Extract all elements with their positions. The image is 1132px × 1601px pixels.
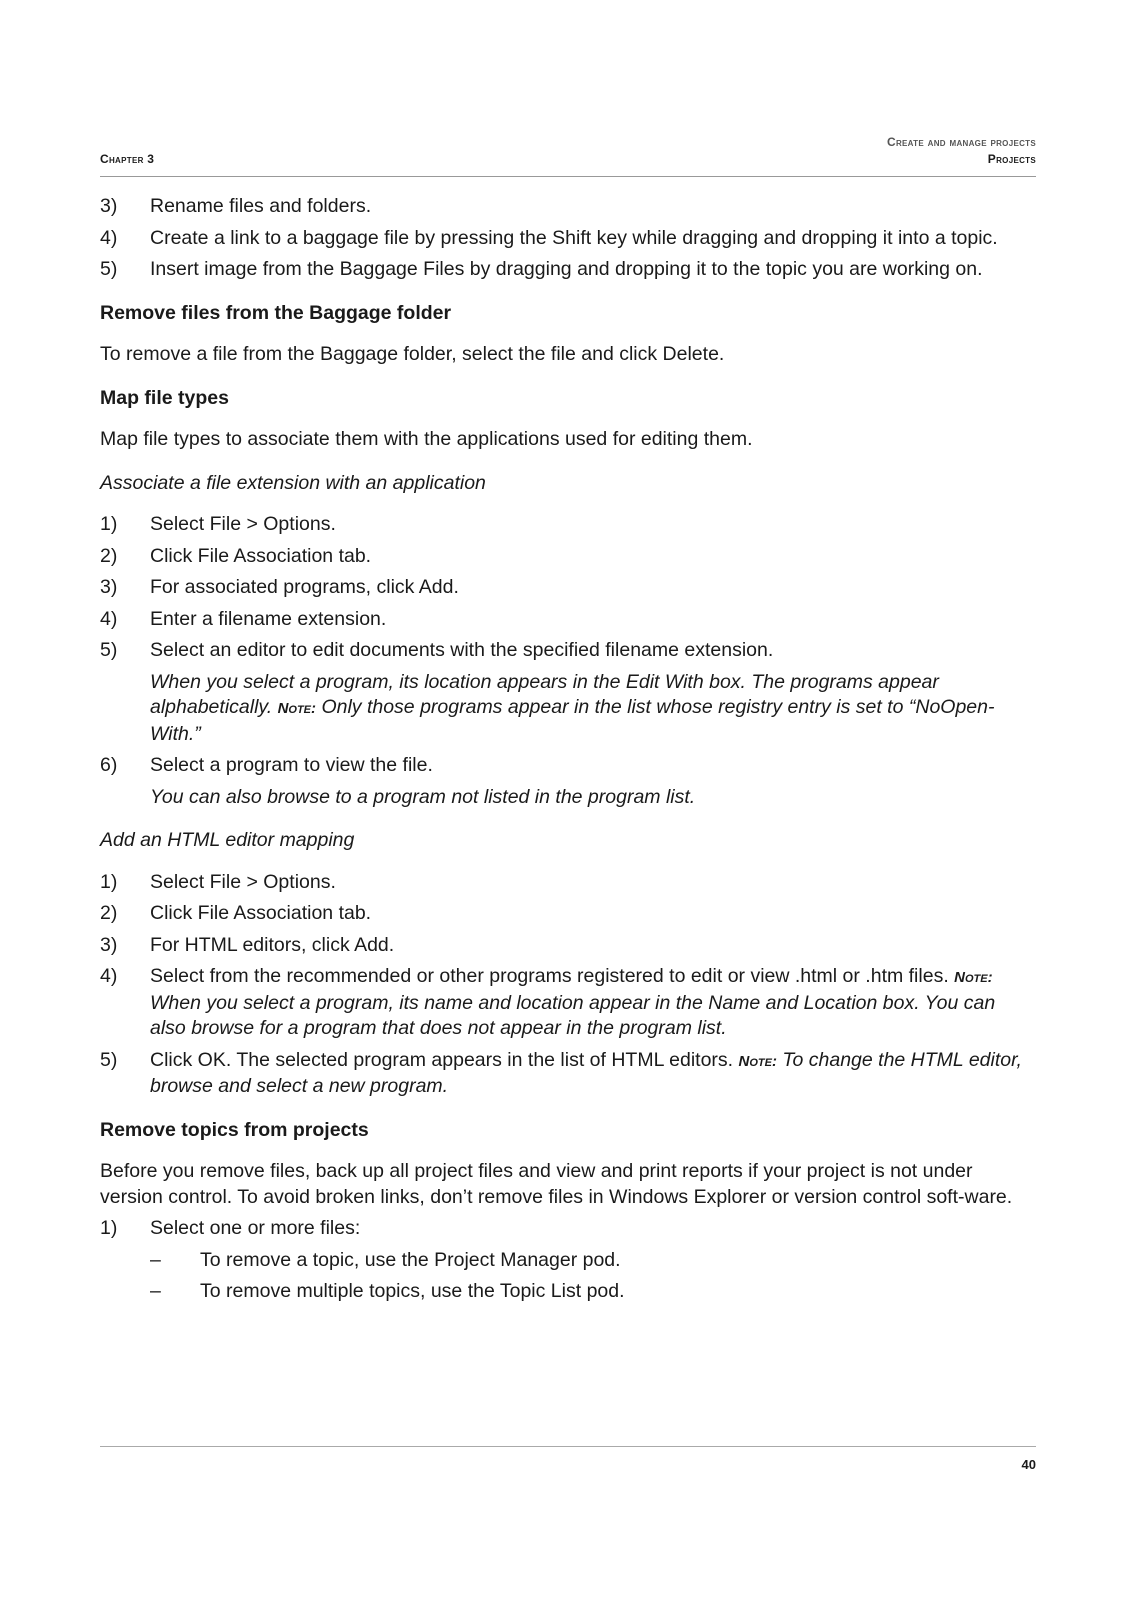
step-note: When you select a program, its location appears in the Edit With box. The programs appear alphabetically. Note: Only those programs appear in the list whose registry entry is set to “NoOpen-With.” <box>150 670 995 745</box>
step-item: 1) Select File > Options. <box>100 513 336 535</box>
footer-rule <box>100 1446 1036 1447</box>
paragraph: Before you remove files, back up all project files and view and print reports if your project is not under version control. To avoid broken links, don’t remove files in Windows Explorer or version control soft-ware. <box>100 1160 1013 1208</box>
header-rule <box>100 176 1036 177</box>
step-item: 2) Click File Association tab. <box>100 544 372 567</box>
chapter-label: Chapter 3 <box>100 152 155 166</box>
step-item: 5) Select an editor to edit documents with the specified filename extension. When you select a program, its location appears in the Edit With box. The programs appear alphabetically. Note: Only those programs appear in the list whose registry entry is set to “NoOpen-With.” <box>100 638 1036 747</box>
page-body <box>100 194 1036 1311</box>
note-label: Note: <box>277 700 317 717</box>
procedure-heading: Add an HTML editor mapping <box>100 829 355 851</box>
step-item: 6) Select a program to view the file. You can also browse to a program not listed in the program list. <box>100 753 1036 810</box>
step-item: 4) Select from the recommended or other programs registered to edit or view .html or .htm files. Note: When you select a program, its name and location appear in the Name and Location box. You can also browse for a program that does not appear in the program list. <box>100 965 996 1039</box>
step-item: 3) For HTML editors, click Add. <box>100 933 395 956</box>
step-item: 5) Click OK. The selected program appears in the list of HTML editors. Note: To change the HTML editor, browse and select a new program. <box>100 1048 1022 1097</box>
bullet-item: – To remove multiple topics, use the Topic List pod. <box>150 1280 625 1302</box>
section-heading: Map file types <box>100 386 229 409</box>
list-item: 4) Create a link to a baggage file by pressing the Shift key while dragging and dropping it into a topic. <box>100 226 998 249</box>
running-title <box>887 134 1036 168</box>
step-item: 2) Click File Association tab. <box>100 902 372 924</box>
note-label: Note: <box>738 1052 777 1070</box>
step-note: You can also browse to a program not listed in the program list. <box>150 785 696 808</box>
list-item: 3) Rename files and folders. <box>100 195 372 217</box>
step-item: 1) Select File > Options. <box>100 870 336 893</box>
section-heading: Remove files from the Baggage folder <box>100 301 452 324</box>
bullet-item: – To remove a topic, use the Project Manager pod. <box>150 1248 621 1271</box>
section-heading: Remove topics from projects <box>100 1118 369 1141</box>
list-item: 5) Insert image from the Baggage Files by dragging and dropping it to the topic you are working on. <box>100 258 983 280</box>
procedure-heading: Associate a file extension with an application <box>100 471 486 494</box>
step-item: 1) Select one or more files: <box>100 1217 361 1239</box>
step-item: 4) Enter a filename extension. <box>100 607 387 630</box>
step-item: 3) For associated programs, click Add. <box>100 576 459 598</box>
note-label: Note: <box>954 969 993 986</box>
paragraph: Map file types to associate them with the applications used for editing them. <box>100 428 753 450</box>
paragraph: To remove a file from the Baggage folder, select the file and click Delete. <box>100 343 725 365</box>
subsection-label: Projects <box>987 152 1036 166</box>
page-number: 40 <box>1021 1457 1036 1472</box>
section-label: Create and manage projects <box>887 135 1036 149</box>
